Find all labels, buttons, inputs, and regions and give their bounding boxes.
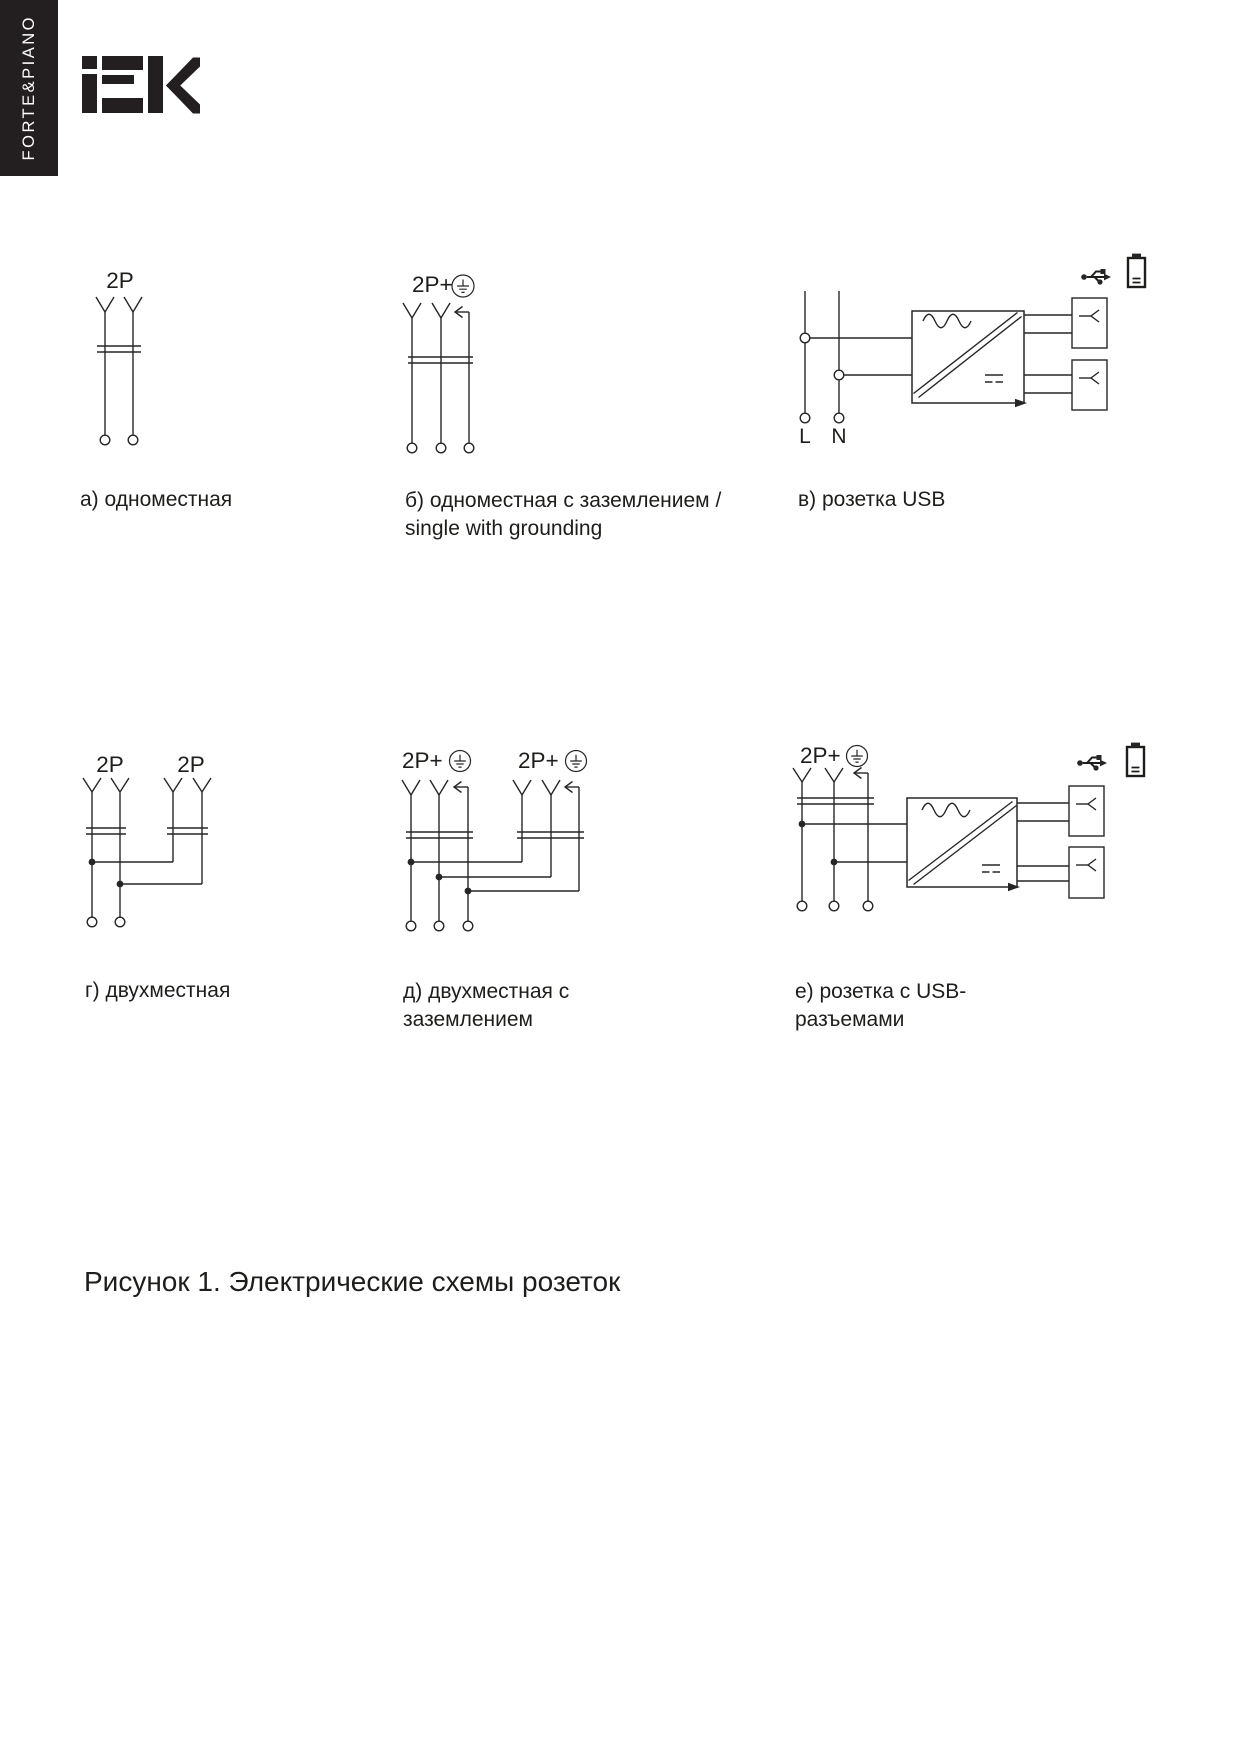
diagram-b-single-socket-grounded [395,260,505,460]
caption-a: а) одноместная [80,488,233,511]
socket-contact-fork-icon [542,780,560,795]
tap-terminal-circle [834,370,844,380]
caption-v: в) розетка USB [798,488,946,511]
logo-k-stem [148,56,163,113]
diagram-d-double-socket-grounded [395,740,595,940]
ac-dc-converter-box [912,311,1027,407]
pole-count-label: 2P+ [800,743,841,768]
ground-contact-arrow-icon [454,782,468,793]
logo-e-bottom-bar [102,98,143,113]
logo-k-lower-arm [166,79,200,114]
usb-contact-icon [1091,372,1099,384]
terminal-circle [100,435,110,445]
junction-dot [831,859,838,866]
usb-trident-icon [1081,269,1111,285]
caption-g: г) двухместная [85,979,231,1002]
pole-count-label: 2P [96,752,124,777]
socket-contact-fork-icon [402,780,420,795]
logo-i-dot [82,56,97,69]
terminal-circle [829,901,839,911]
caption-b-line2: single with grounding [405,517,603,540]
pole-count-label: 2P [106,268,134,293]
usb-contact-icon [1088,859,1096,871]
series-name-label: FORTE&PIANO [19,15,38,161]
caption-e-line1: е) розетка с USB- [795,980,967,1003]
diagram-g-double-socket [75,745,225,945]
junction-dot [408,859,415,866]
terminal-circle [87,917,97,927]
socket-contact-fork-icon [164,778,182,792]
junction-dot [799,821,806,828]
terminal-circle [463,921,473,931]
ac-dc-converter-box [907,798,1020,891]
socket-contact-fork-icon [403,303,421,318]
sine-wave-icon [923,314,971,328]
converter-diagonal [919,317,1022,398]
neutral-terminal-label: N [831,425,847,448]
socket-contact-fork-icon [96,297,114,312]
terminal-circle [434,921,444,931]
protective-earth-circle-icon [847,746,868,767]
usb-port-box [1069,786,1104,836]
protective-earth-circle-icon [452,275,474,297]
usb-port-box [1072,360,1107,410]
diagram-e-socket-with-usb [790,740,1165,920]
terminal-circle [464,443,474,453]
socket-contact-fork-icon [432,303,450,318]
line-terminal-label: L [799,425,811,448]
battery-icon [1128,254,1145,287]
logo-e-mid-bar [102,75,134,84]
logo-i-stem [82,74,97,113]
socket-contact-fork-icon [513,780,531,795]
ground-contact-arrow-icon [455,307,469,318]
caption-d [403,978,569,1034]
figure-caption: Рисунок 1. Электрические схемы розеток [84,1266,621,1297]
junction-dot [117,881,124,888]
caption-d-line2: заземлением [403,1008,533,1031]
terminal-circle [115,917,125,927]
output-arrow-icon [1015,399,1027,407]
junction-dot [465,888,472,895]
logo-e-top-bar [102,56,143,70]
protective-earth-circle-icon [450,751,471,772]
terminal-circle [436,443,446,453]
caption-e [795,978,966,1034]
terminal-circle [797,901,807,911]
iek-logo [82,56,200,114]
socket-contact-fork-icon [430,780,448,795]
socket-contact-fork-icon [83,778,101,792]
socket-contact-fork-icon [124,297,142,312]
terminal-circle [863,901,873,911]
dc-symbol-icon [982,865,1000,872]
usb-trident-icon [1077,755,1107,771]
usb-contact-icon [1091,310,1099,322]
caption-d-line1: д) двухместная с [403,980,570,1003]
terminal-circle [406,921,416,931]
terminal-circle [128,435,138,445]
socket-contact-fork-icon [111,778,129,792]
diagram-a-single-socket [60,240,220,455]
terminal-circle [407,443,417,453]
usb-port-box [1069,847,1104,898]
ground-contact-arrow-icon [854,768,868,779]
terminal-circle [834,413,844,423]
converter-diagonal [914,806,1017,885]
junction-dot [436,874,443,881]
usb-contact-icon [1088,798,1096,810]
protective-earth-circle-icon [566,751,587,772]
socket-contact-fork-icon [193,778,211,792]
pole-count-label: 2P [177,752,205,777]
socket-contact-fork-icon [793,768,811,782]
terminal-circle [800,413,810,423]
pole-count-label: 2P+ [412,272,453,297]
junction-dot [89,859,96,866]
output-arrow-icon [1008,883,1020,891]
diagram-v-usb-socket [790,250,1165,455]
caption-e-line2: разъемами [795,1008,905,1031]
socket-contact-fork-icon [825,768,843,782]
dc-symbol-icon [985,375,1003,382]
caption-b [405,487,721,543]
tap-terminal-circle [800,333,810,343]
usb-port-box [1072,298,1107,348]
pole-count-label: 2P+ [518,748,559,773]
pole-count-label: 2P+ [402,748,443,773]
series-vertical-banner [0,0,58,176]
sine-wave-icon [922,803,970,817]
ground-contact-arrow-icon [565,782,579,793]
battery-icon [1127,743,1144,776]
caption-b-line1: б) одноместная с заземлением / [405,489,722,512]
